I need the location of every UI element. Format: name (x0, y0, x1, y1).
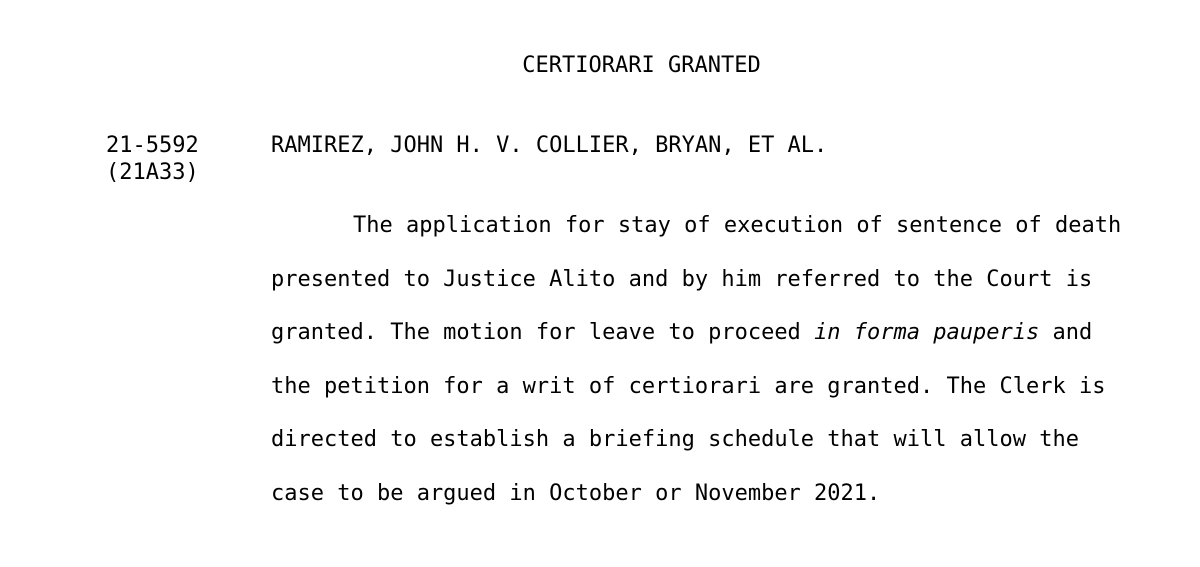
order-line: the petition for a writ of certiorari are granted. The Clerk is (271, 373, 1106, 399)
order-line: directed to establish a briefing schedule that will allow the (271, 427, 1079, 453)
order-text-span: and (1039, 320, 1093, 346)
docket-number: 21-5592 (106, 133, 199, 158)
application-number: (21A33) (106, 160, 199, 185)
order-line: The application for stay of execution of sentence of death (353, 213, 1122, 238)
order-text-span: granted. The motion for leave to proceed (271, 320, 815, 346)
order-line: case to be argued in October or November 2021. (271, 480, 881, 506)
italic-term: in forma pauperis (814, 320, 1040, 346)
docket-block (106, 132, 199, 186)
case-caption: RAMIREZ, JOHN H. V. COLLIER, BRYAN, ET AL. (271, 133, 828, 158)
order-text (271, 211, 1171, 533)
order-line (271, 318, 1171, 372)
section-heading: CERTIORARI GRANTED (522, 53, 761, 78)
order-line: presented to Justice Alito and by him referred to the Court is (271, 266, 1093, 292)
